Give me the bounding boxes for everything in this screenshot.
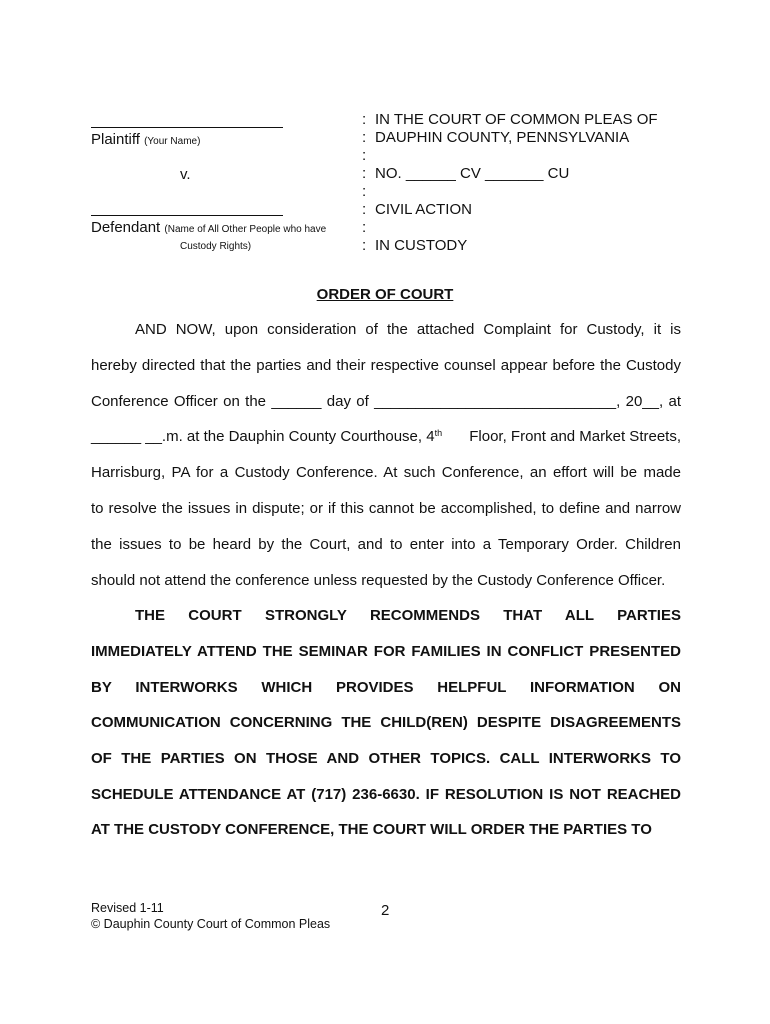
line-part: Floor, Front and Market Streets, bbox=[465, 428, 681, 445]
paragraph-line: Conference Officer on the ______ day of _____________________________, 20__, at bbox=[91, 393, 681, 410]
notice-line: AT THE CUSTODY CONFERENCE, THE COURT WILL ORDER THE PARTIES TO bbox=[91, 821, 652, 838]
caption-colon: : bbox=[362, 237, 367, 254]
plaintiff-signature-line bbox=[91, 127, 283, 128]
court-name-line-2: DAUPHIN COUNTY, PENNSYLVANIA bbox=[375, 129, 630, 146]
paragraph-line: the issues to be heard by the Court, and to enter into a Temporary Order. Children bbox=[91, 536, 681, 553]
paragraph-line: AND NOW, upon consideration of the attached Complaint for Custody, it is bbox=[135, 321, 681, 338]
court-name-line-1: IN THE COURT OF COMMON PLEAS OF bbox=[375, 111, 658, 128]
line-part: ______ __.m. at the Dauphin County Courthouse, 4 bbox=[91, 428, 435, 445]
caption-colon: : bbox=[362, 219, 367, 236]
defendant-label: Defendant bbox=[91, 219, 161, 236]
paragraph-line: to resolve the issues in dispute; or if this cannot be accomplished, to define and narrow bbox=[91, 500, 681, 517]
revision-note: Revised 1-11 bbox=[91, 901, 164, 915]
caption-colon: : bbox=[362, 165, 367, 182]
in-custody-label: IN CUSTODY bbox=[375, 237, 468, 254]
caption-colon: : bbox=[362, 147, 367, 164]
notice-line: COMMUNICATION CONCERNING THE CHILD(REN) DESPITE DISAGREEMENTS bbox=[91, 714, 681, 731]
caption-colon: : bbox=[362, 183, 367, 200]
defendant-hint-continued: Custody Rights) bbox=[180, 241, 252, 252]
plaintiff-hint: (Your Name) bbox=[144, 136, 201, 147]
plaintiff-label: Plaintiff bbox=[91, 131, 140, 148]
civil-action-label: CIVIL ACTION bbox=[375, 201, 472, 218]
ordinal-suffix: th bbox=[434, 428, 443, 438]
page-number: 2 bbox=[381, 902, 390, 919]
case-number: NO. ______ CV _______ CU bbox=[375, 165, 570, 182]
notice-line: THE COURT STRONGLY RECOMMENDS THAT ALL PARTIES bbox=[135, 607, 681, 624]
copyright-note: © Dauphin County Court of Common Pleas bbox=[91, 917, 331, 931]
defendant-hint: (Name of All Other People who have bbox=[164, 224, 327, 235]
notice-line: OF THE PARTIES ON THOSE AND OTHER TOPICS. CALL INTERWORKS TO bbox=[91, 750, 681, 767]
caption-colon: : bbox=[362, 111, 367, 128]
order-title-text: ORDER OF COURT bbox=[316, 286, 454, 303]
notice-line: SCHEDULE ATTENDANCE AT (717) 236-6630. IF RESOLUTION IS NOT REACHED bbox=[91, 786, 681, 803]
caption-colon: : bbox=[362, 129, 367, 146]
paragraph-line: Harrisburg, PA for a Custody Conference. At such Conference, an effort will be made bbox=[91, 464, 681, 481]
paragraph-line: should not attend the conference unless requested by the Custody Conference Officer. bbox=[91, 572, 666, 589]
defendant-block bbox=[91, 219, 326, 236]
notice-line: BY INTERWORKS WHICH PROVIDES HELPFUL INFORMATION ON bbox=[91, 679, 681, 696]
paragraph-line bbox=[91, 428, 681, 445]
notice-line: IMMEDIATELY ATTEND THE SEMINAR FOR FAMILIES IN CONFLICT PRESENTED bbox=[91, 643, 681, 660]
versus-label: v. bbox=[180, 166, 191, 183]
paragraph-line: hereby directed that the parties and their respective counsel appear before the Custody bbox=[91, 357, 681, 374]
caption-colon: : bbox=[362, 201, 367, 218]
page-title bbox=[0, 286, 770, 303]
defendant-signature-line bbox=[91, 215, 283, 216]
plaintiff-block bbox=[91, 131, 200, 148]
